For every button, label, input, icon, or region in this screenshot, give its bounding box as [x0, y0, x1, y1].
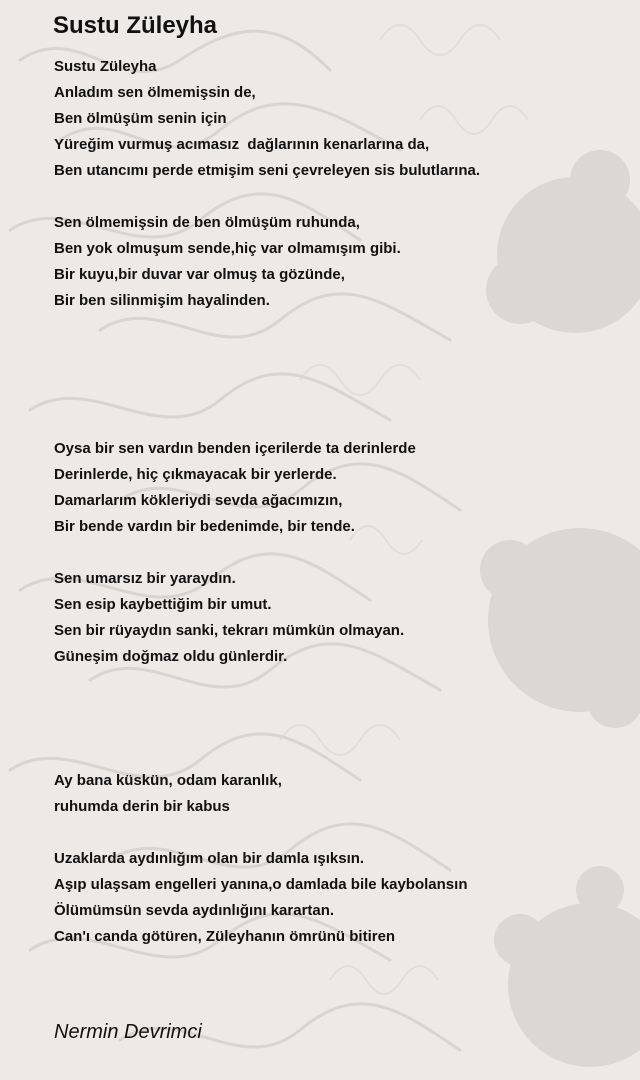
poem-line: Bir ben silinmişim hayalinden.	[54, 292, 270, 309]
poem-line: Güneşim doğmaz oldu günlerdir.	[54, 648, 288, 665]
stanza-gap	[54, 184, 614, 210]
poem-line: Damarlarım kökleriydi sevda ağacımızın,	[54, 492, 343, 509]
poem-line: Sen ölmemişsin de ben ölmüşüm ruhunda,	[54, 214, 360, 231]
poem-line: ruhumda derin bir kabus	[54, 798, 230, 815]
stanza-gap	[54, 540, 614, 566]
poem-line: Sen umarsız bir yaraydın.	[54, 570, 236, 587]
poem-line: Aşıp ulaşsam engelleri yanına,o damlada bile kaybolansın	[54, 876, 468, 893]
poem-line: Ben ölmüşüm senin için	[54, 110, 227, 127]
poem-author: Nermin Devrimci	[54, 1021, 202, 1043]
poem-line: Bir kuyu,bir duvar var olmuş ta gözünde,	[54, 266, 345, 283]
poem-line: Ölümümsün sevda aydınlığını karartan.	[54, 902, 335, 919]
poem-line: Can'ı canda götüren, Züleyhanın ömrünü bitiren	[54, 928, 396, 945]
poem-line: Uzaklarda aydınlığım olan bir damla ışıksın.	[54, 850, 365, 867]
poem-line: Bir bende vardın bir bedenimde, bir tende.	[54, 518, 355, 535]
poem-line: Ben utancımı perde etmişim seni çevreleyen sis bulutlarına.	[54, 162, 480, 179]
poem-line: Derinlerde, hiç çıkmayacak bir yerlerde.	[54, 466, 337, 483]
poem-line: Anladım sen ölmemişsin de,	[54, 84, 256, 101]
stanza-gap	[54, 820, 614, 846]
poem-line: Sen bir rüyaydın sanki, tekrarı mümkün olmayan.	[54, 622, 405, 639]
poem-line: Ay bana küskün, odam karanlık,	[54, 772, 282, 789]
poem-line: Sustu Züleyha	[54, 58, 157, 75]
poem-line: Oysa bir sen vardın benden içerilerde ta derinlerde	[54, 440, 416, 457]
section-gap	[54, 314, 614, 436]
section-gap	[54, 670, 614, 768]
poem-title: Sustu Züleyha	[53, 12, 218, 39]
poem-line: Yüreğim vurmuş acımasız dağlarının kenarlarına da,	[54, 136, 430, 153]
poem-line: Sen esip kaybettiğim bir umut.	[54, 596, 272, 613]
poem-body	[54, 54, 614, 950]
poem-line: Ben yok olmuşum sende,hiç var olmamışım gibi.	[54, 240, 401, 257]
